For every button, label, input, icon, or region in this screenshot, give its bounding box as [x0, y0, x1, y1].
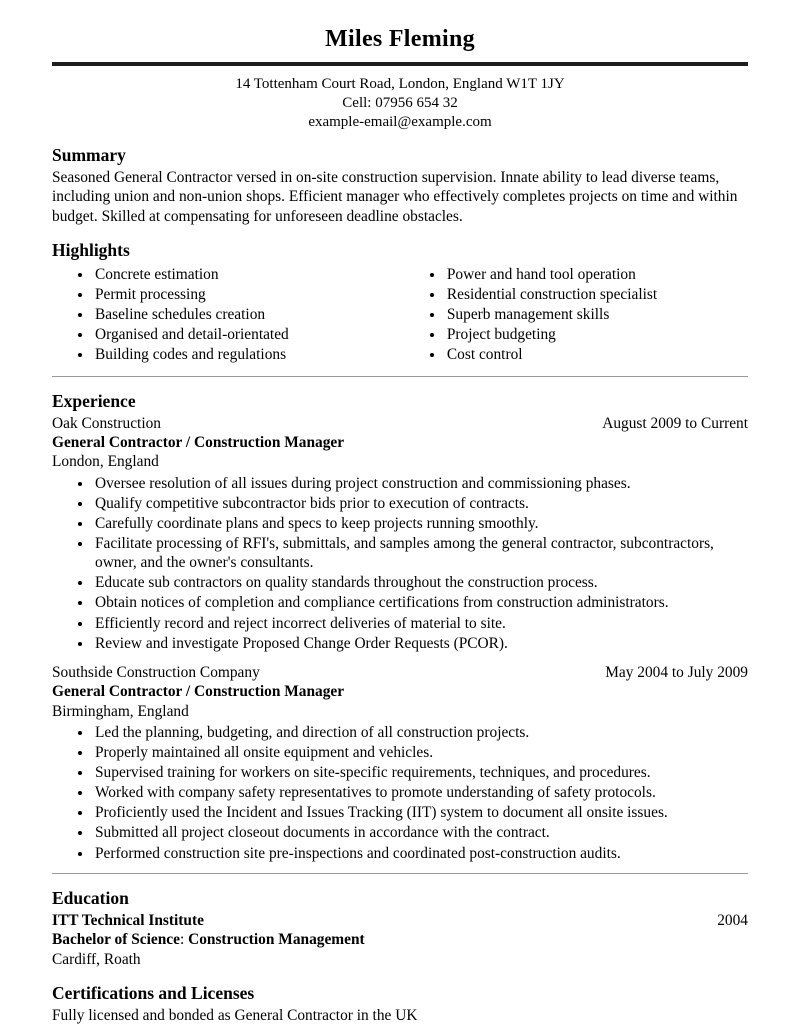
job-duty: • Led the planning, budgeting, and direction of all construction projects.: [93, 723, 748, 742]
job-location: Birmingham, England: [52, 702, 189, 720]
certifications-heading: Certifications and Licenses: [52, 982, 255, 1003]
job-entry: [52, 663, 748, 863]
job-duties-list: [52, 723, 748, 863]
highlight-item: • Power and hand tool operation: [445, 265, 748, 284]
highlight-item: • Permit processing: [93, 285, 421, 304]
education-degree-field: Construction Management: [188, 931, 365, 949]
highlight-item: • Cost control: [445, 345, 748, 364]
education-school: ITT Technical Institute: [52, 911, 204, 929]
job-duty: • Efficiently record and reject incorrect deliveries of material to site.: [93, 614, 748, 633]
highlights-section: [52, 240, 748, 366]
highlight-item: • Concrete estimation: [93, 265, 421, 284]
highlight-item: • Baseline schedules creation: [93, 305, 421, 324]
job-duty: • Facilitate processing of RFI's, submittals, and samples among the general contractor, subcontractors, owner, and the owner's consultants.: [93, 534, 748, 572]
education-degree: [52, 930, 748, 949]
job-duty: • Proficiently used the Incident and Issues Tracking (IIT) system to document all onsite issues.: [93, 803, 748, 822]
job-duty: • Worked with company safety representatives to promote understanding of safety protocols.: [93, 783, 748, 802]
highlight-item: • Residential construction specialist: [445, 285, 748, 304]
job-duty: • Qualify competitive subcontractor bids prior to execution of contracts.: [93, 494, 748, 513]
highlight-item: • Building codes and regulations: [93, 345, 421, 364]
job-header-row: [52, 414, 748, 433]
highlights-column-right: [421, 263, 748, 365]
highlights-list-right: [421, 265, 748, 364]
job-entry: [52, 414, 748, 653]
education-header-row: [52, 911, 748, 930]
contact-block: [52, 75, 748, 131]
job-duty: • Supervised training for workers on site-specific requirements, techniques, and procedures.: [93, 763, 748, 782]
job-duty: • Obtain notices of completion and compliance certifications from construction administrators.: [93, 593, 748, 612]
contact-email: example-email@example.com: [308, 113, 492, 130]
contact-phone: Cell: 07956 654 32: [342, 94, 458, 111]
job-duty: • Educate sub contractors on quality standards throughout the construction process.: [93, 573, 748, 592]
job-company: Southside Construction Company: [52, 663, 260, 681]
job-company: Oak Construction: [52, 414, 162, 432]
header-divider: [52, 62, 748, 66]
contact-address: 14 Tottenham Court Road, London, England W1T 1JY: [235, 75, 565, 92]
summary-text: Seasoned General Contractor versed in on-site construction supervision. Innate ability to lead diverse teams, including union and non-union shops. Efficient manager who effectively completes projects on time and within budget. Skilled at compensating for unforeseen deadline obstacles.: [52, 168, 738, 225]
job-duty: • Carefully coordinate plans and specs to keep projects running smoothly.: [93, 514, 748, 533]
highlights-list-left: [52, 265, 421, 364]
education-heading: Education: [52, 887, 129, 908]
certifications-section: [52, 983, 748, 1026]
resume-header: [52, 26, 748, 131]
job-duty: • Properly maintained all onsite equipment and vehicles.: [93, 743, 748, 762]
summary-section: [52, 145, 748, 226]
job-title: General Contractor / Construction Manager: [52, 683, 345, 701]
education-section: [52, 888, 748, 969]
education-year: 2004: [717, 911, 748, 929]
candidate-name: Miles Fleming: [325, 26, 475, 52]
job-dates: August 2009 to Current: [602, 414, 748, 432]
highlights-columns: [52, 263, 748, 365]
experience-section: [52, 391, 748, 863]
job-duty: • Performed construction site pre-inspections and coordinated post-construction audits.: [93, 844, 748, 863]
job-duty: • Submitted all project closeout documents in accordance with the contract.: [93, 823, 748, 842]
certifications-text: Fully licensed and bonded as General Contractor in the UK: [52, 1007, 418, 1025]
job-header-row: [52, 663, 748, 682]
highlight-item: • Organised and detail-orientated: [93, 325, 421, 344]
highlight-item: • Project budgeting: [445, 325, 748, 344]
summary-heading: Summary: [52, 144, 126, 165]
experience-heading: Experience: [52, 390, 136, 411]
highlight-item: • Superb management skills: [445, 305, 748, 324]
job-title: General Contractor / Construction Manager: [52, 434, 345, 452]
job-duties-list: [52, 474, 748, 653]
job-duty: • Oversee resolution of all issues during project construction and commissioning phases.: [93, 474, 748, 493]
highlights-heading: Highlights: [52, 239, 130, 260]
education-location: Cardiff, Roath: [52, 950, 141, 968]
job-duty: • Review and investigate Proposed Change Order Requests (PCOR).: [93, 634, 748, 653]
education-degree-label: Bachelor of Science: [52, 931, 180, 949]
section-divider: [52, 873, 748, 874]
section-divider: [52, 376, 748, 377]
job-location: London, England: [52, 453, 159, 471]
highlights-column-left: [52, 263, 421, 365]
job-dates: May 2004 to July 2009: [605, 663, 748, 681]
education-degree-separator: :: [179, 931, 189, 949]
